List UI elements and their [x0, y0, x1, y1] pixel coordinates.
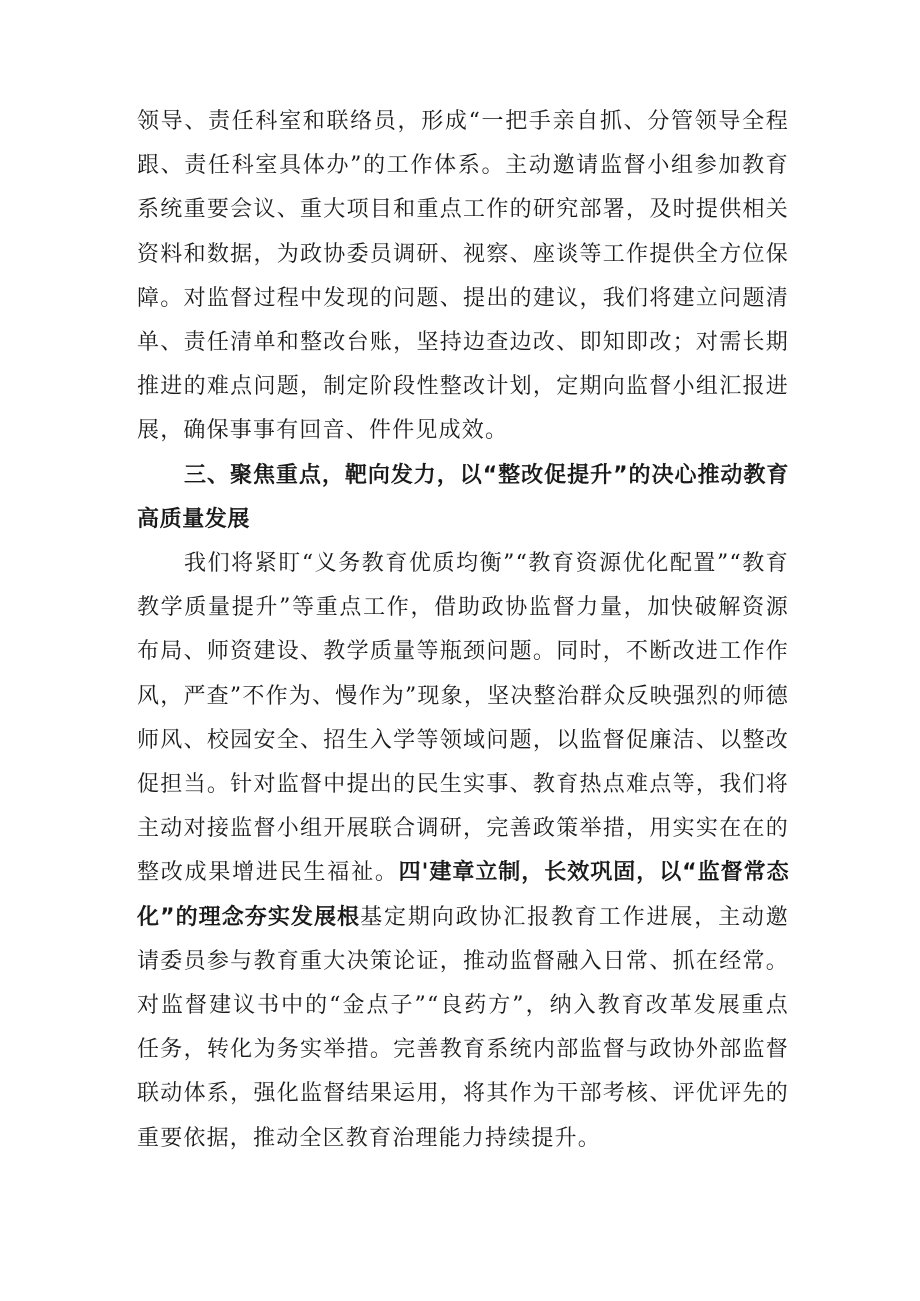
paragraph-section-4-text: 基定期向政协汇报教育工作进展，主动邀请委员参与教育重大决策论证，推动监督融入日常、抓在经常。对监督建议书中的“金点子”“良药方”，纳入教育改革发展重点任务，转化为务实举措。完善教育系统内部监督与政协外部监督联动体系，强化监督结果运用，将其作为干部考核、评优评先的重要依据，推动全区教育治理能力持续提升。: [137, 904, 789, 1151]
paragraph-section-3-text: 我们将紧盯“义务教育优质均衡”“教育资源优化配置”“教育教学质量提升”等重点工作，借助政协监督力量，加快破解资源布局、师资建设、教学质量等瓶颈问题。同时，不断改进工作作风，严查”不作为、慢作为”现象，坚决整治群众反映强烈的师德师风、校园安全、招生入学等领域问题，以监督促廉洁、以整改促担当。针对监督中提出的民生实事、教育热点难点等，我们将主动对接监督小组开展联合调研，完善政策举措，用实实在在的整改成果增进民生福祉。: [137, 551, 789, 886]
section-heading-4: 四'建章立制，长效巩固，以“监督常态化”的理念夯实发展根: [137, 860, 789, 930]
section-heading-3: 三、聚焦重点，靶向发力，以“整改促提升”的决心推动教育高质量发展: [137, 462, 789, 532]
paragraph-responsibility-system: 领导、责任科室和联络员，形成“一把手亲自抓、分管领导全程跟、责任科室具体办”的工作体系。主动邀请监督小组参加教育系统重要会议、重大项目和重点工作的研究部署，及时提供相关资料和数据，为政协委员调研、视察、座谈等工作提供全方位保障。对监督过程中发现的问题、提出的建议，我们将建立问题清单、责任清单和整改台账，坚持边查边改、即知即改；对需长期推进的难点问题，制定阶段性整改计划，定期向监督小组汇报进展，确保事事有回音、件件见成效。: [137, 109, 789, 444]
paragraph-section-3: [137, 542, 789, 1161]
document-body: [137, 100, 789, 1161]
